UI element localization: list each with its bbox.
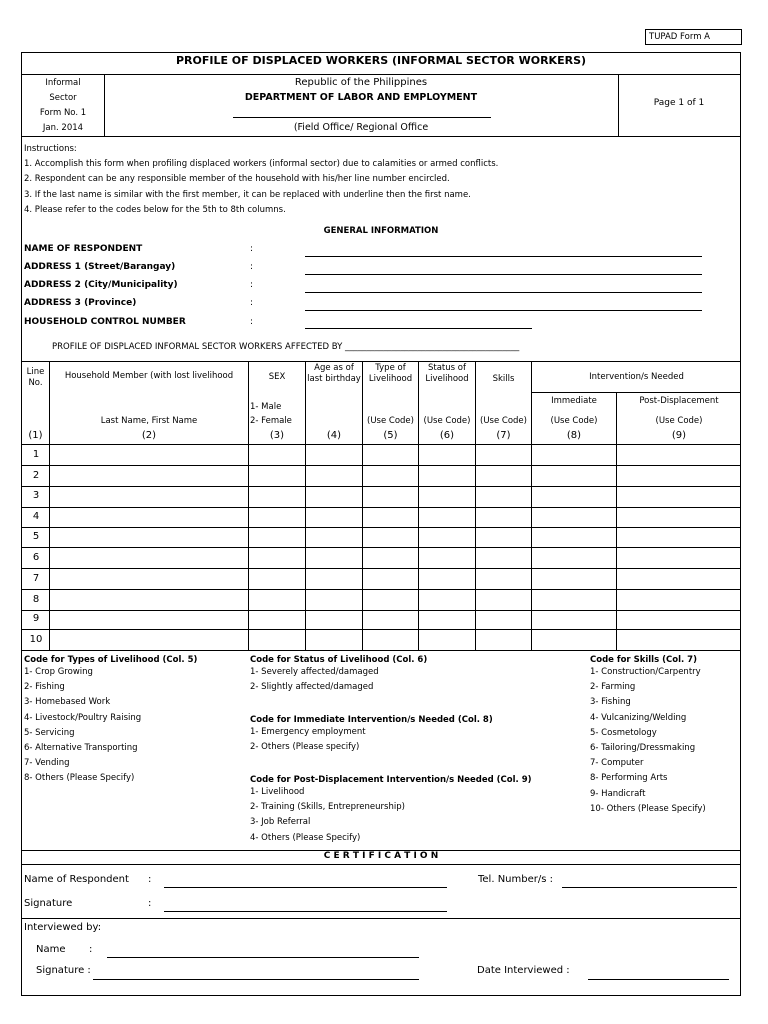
- code-item: 8- Others (Please Specify): [24, 773, 135, 784]
- code-item: 7- Computer: [590, 758, 644, 769]
- post-codes: [250, 775, 532, 846]
- col-divider: [418, 361, 419, 650]
- department-label: DEPARTMENT OF LABOR AND EMPLOYMENT: [244, 92, 478, 103]
- code-item: 1- Emergency employment: [250, 727, 366, 737]
- page-label: Page 1 of 1: [653, 98, 705, 108]
- code-heading: Code for Immediate Intervention/s Needed (Col. 8): [250, 715, 493, 725]
- address2-label: ADDRESS 2 (City/Municipality): [24, 280, 178, 290]
- table-row: 5: [32, 531, 40, 542]
- use-code: (Use Code): [480, 416, 527, 426]
- row-divider: [21, 568, 741, 569]
- row-divider: [21, 610, 741, 611]
- table-bottom: [21, 650, 741, 651]
- code-item: 1- Construction/Carpentry: [590, 667, 701, 677]
- code-item: 8- Performing Arts: [590, 773, 668, 784]
- col-number: (4): [326, 430, 342, 441]
- sex-header: SEX: [268, 372, 286, 382]
- office-line: [233, 117, 491, 118]
- col-divider: [49, 361, 50, 650]
- code-item: 7- Vending: [24, 758, 70, 769]
- table-row: 2: [32, 470, 40, 481]
- code-item: 4- Vulcanizing/Welding: [590, 712, 687, 723]
- code-heading: Code for Types of Livelihood (Col. 5): [24, 655, 198, 665]
- immediate-header: Immediate: [551, 396, 597, 406]
- divider: [21, 74, 741, 75]
- col-number: (2): [141, 430, 157, 441]
- interviewer-signature-label: Signature :: [36, 965, 91, 976]
- code-item: 2- Others (Please specify): [250, 742, 360, 753]
- table-row: 3: [32, 490, 40, 501]
- code-item: 2- Farming: [590, 682, 636, 693]
- use-code: (Use Code): [655, 416, 703, 426]
- form-id-line: Form No. 1: [39, 108, 87, 118]
- col-number: (8): [566, 430, 582, 441]
- address1-field[interactable]: [305, 274, 702, 275]
- address3-label: ADDRESS 3 (Province): [24, 298, 137, 308]
- address2-field[interactable]: [305, 292, 702, 293]
- code-item: 3- Homebased Work: [24, 697, 111, 708]
- code-item: 5- Cosmetology: [590, 727, 657, 738]
- colon: :: [89, 944, 93, 955]
- instruction-item: 1. Accomplish this form when profiling displaced workers (informal sector) due to calamities or armed conflicts.: [24, 159, 499, 170]
- col-number: (3): [269, 430, 285, 441]
- code-heading: Code for Post-Displacement Intervention/s Needed (Col. 9): [250, 775, 532, 785]
- interviewer-name-label: Name: [36, 944, 66, 955]
- row-divider: [21, 547, 741, 548]
- row-divider: [21, 589, 741, 590]
- respondent-name-label: NAME OF RESPONDENT: [24, 244, 143, 254]
- form-title: PROFILE OF DISPLACED WORKERS (INFORMAL SECTOR WORKERS): [175, 54, 587, 67]
- code-item: 1- Crop Growing: [24, 667, 93, 677]
- form-id-line: Jan. 2014: [42, 123, 84, 133]
- code-item: 6- Alternative Transporting: [24, 743, 138, 754]
- colon: :: [250, 298, 254, 308]
- interviewed-by-label: Interviewed by:: [24, 922, 102, 933]
- tel-field[interactable]: [562, 887, 737, 888]
- line-no-header: Line No.: [26, 367, 45, 388]
- use-code: (Use Code): [550, 416, 598, 426]
- date-interviewed-label: Date Interviewed :: [477, 965, 570, 976]
- type-header: Type of Livelihood: [368, 363, 413, 384]
- col-number: (1): [28, 430, 43, 441]
- code-item: 3- Job Referral: [250, 817, 311, 828]
- code-heading: Code for Status of Livelihood (Col. 6): [250, 655, 428, 665]
- code-item: 1- Livelihood: [250, 787, 305, 797]
- sub-header-divider: [531, 392, 741, 393]
- code-item: 4- Others (Please Specify): [250, 832, 361, 843]
- col-divider: [248, 361, 249, 650]
- respondent-name-field[interactable]: [305, 256, 702, 257]
- code-item: 2- Training (Skills, Entrepreneurship): [250, 802, 405, 813]
- colon: :: [250, 317, 254, 327]
- sex-codes: 1- Male 2- Female: [250, 402, 292, 426]
- col-number: (9): [671, 430, 687, 441]
- certification-heading: C E R T I F I C A T I O N: [323, 851, 439, 861]
- intervention-header: Intervention/s Needed: [589, 372, 684, 382]
- interviewer-signature-field[interactable]: [93, 979, 419, 980]
- skills-header: Skills: [492, 374, 515, 384]
- code-item: 1- Severely affected/damaged: [250, 667, 379, 677]
- col-divider: [362, 361, 363, 650]
- code-item: 9- Handicraft: [590, 788, 646, 799]
- use-code: (Use Code): [423, 416, 471, 426]
- col-number: (5): [383, 430, 398, 441]
- address3-field[interactable]: [305, 310, 702, 311]
- colon: :: [148, 874, 152, 885]
- interviewer-name-field[interactable]: [107, 957, 419, 958]
- row-divider: [21, 527, 741, 528]
- code-item: 2- Fishing: [24, 682, 65, 693]
- table-row: 10: [29, 634, 43, 645]
- cert-name-label: Name of Respondent: [24, 874, 129, 885]
- code-item: 10- Others (Please Specify): [590, 803, 706, 814]
- form-id-line: Sector: [49, 93, 77, 103]
- form-tag: TUPAD Form A: [645, 29, 742, 45]
- col-number: (7): [496, 430, 511, 441]
- immediate-codes: [250, 715, 493, 755]
- colon: :: [250, 244, 254, 254]
- date-interviewed-field[interactable]: [588, 979, 729, 980]
- office-label: (Field Office/ Regional Office: [293, 122, 429, 133]
- colon: :: [250, 280, 254, 290]
- address1-label: ADDRESS 1 (Street/Barangay): [24, 262, 176, 272]
- status-header: Status of Livelihood: [425, 363, 469, 384]
- republic-label: Republic of the Philippines: [294, 77, 428, 88]
- row-divider: [21, 486, 741, 487]
- cert-signature-field[interactable]: [164, 911, 447, 912]
- status-codes: [250, 655, 427, 695]
- household-control-field[interactable]: [305, 328, 532, 329]
- age-header: Age as of last birthday: [307, 363, 361, 384]
- divider: [21, 864, 741, 865]
- code-item: 2- Slightly affected/damaged: [250, 682, 374, 693]
- code-item: 3- Fishing: [590, 697, 631, 708]
- col-number: (6): [439, 430, 455, 441]
- livelihood-codes: [24, 655, 197, 787]
- form-id: [22, 76, 104, 136]
- form-id-line: Informal: [45, 78, 81, 88]
- code-item: 4- Livestock/Poultry Raising: [24, 712, 142, 723]
- general-info-heading: GENERAL INFORMATION: [323, 226, 439, 236]
- skills-codes: [590, 655, 706, 817]
- colon: :: [250, 262, 254, 272]
- cert-signature-label: Signature: [24, 898, 73, 909]
- divider: [21, 136, 741, 137]
- use-code: (Use Code): [367, 416, 414, 426]
- member-header: Household Member (with lost livelihood: [64, 371, 234, 381]
- colon: :: [148, 898, 152, 909]
- table-row: 9: [32, 613, 40, 624]
- household-control-label: HOUSEHOLD CONTROL NUMBER: [24, 317, 186, 327]
- post-header: Post-Displacement: [639, 396, 719, 406]
- instruction-item: 3. If the last name is similar with the first member, it can be replaced with underline then the first name.: [24, 189, 471, 200]
- table-top: [21, 361, 741, 362]
- instructions: [24, 142, 498, 218]
- cert-name-field[interactable]: [164, 887, 447, 888]
- table-row: 8: [32, 594, 40, 605]
- code-item: 6- Tailoring/Dressmaking: [590, 743, 696, 754]
- instruction-item: 2. Respondent can be any responsible member of the household with his/her line number encircled.: [24, 174, 450, 185]
- table-row: 7: [32, 573, 40, 584]
- table-row: 1: [32, 449, 40, 460]
- instruction-item: 4. Please refer to the codes below for the 5th to 8th columns.: [24, 204, 286, 215]
- code-item: 5- Servicing: [24, 727, 75, 738]
- code-heading: Code for Skills (Col. 7): [590, 655, 697, 665]
- row-divider: [21, 629, 741, 630]
- row-divider: [21, 507, 741, 508]
- table-row: 6: [32, 552, 40, 563]
- name-format: Last Name, First Name: [100, 416, 198, 426]
- tel-label: Tel. Number/s :: [478, 874, 553, 885]
- instructions-heading: Instructions:: [24, 144, 77, 154]
- affected-by-label: PROFILE OF DISPLACED INFORMAL SECTOR WORKERS AFFECTED BY _________________________________________: [52, 342, 520, 352]
- col-divider: [475, 361, 476, 650]
- row-divider: [21, 465, 741, 466]
- header-bottom: [21, 444, 741, 445]
- table-row: 4: [32, 511, 40, 522]
- divider: [21, 918, 741, 919]
